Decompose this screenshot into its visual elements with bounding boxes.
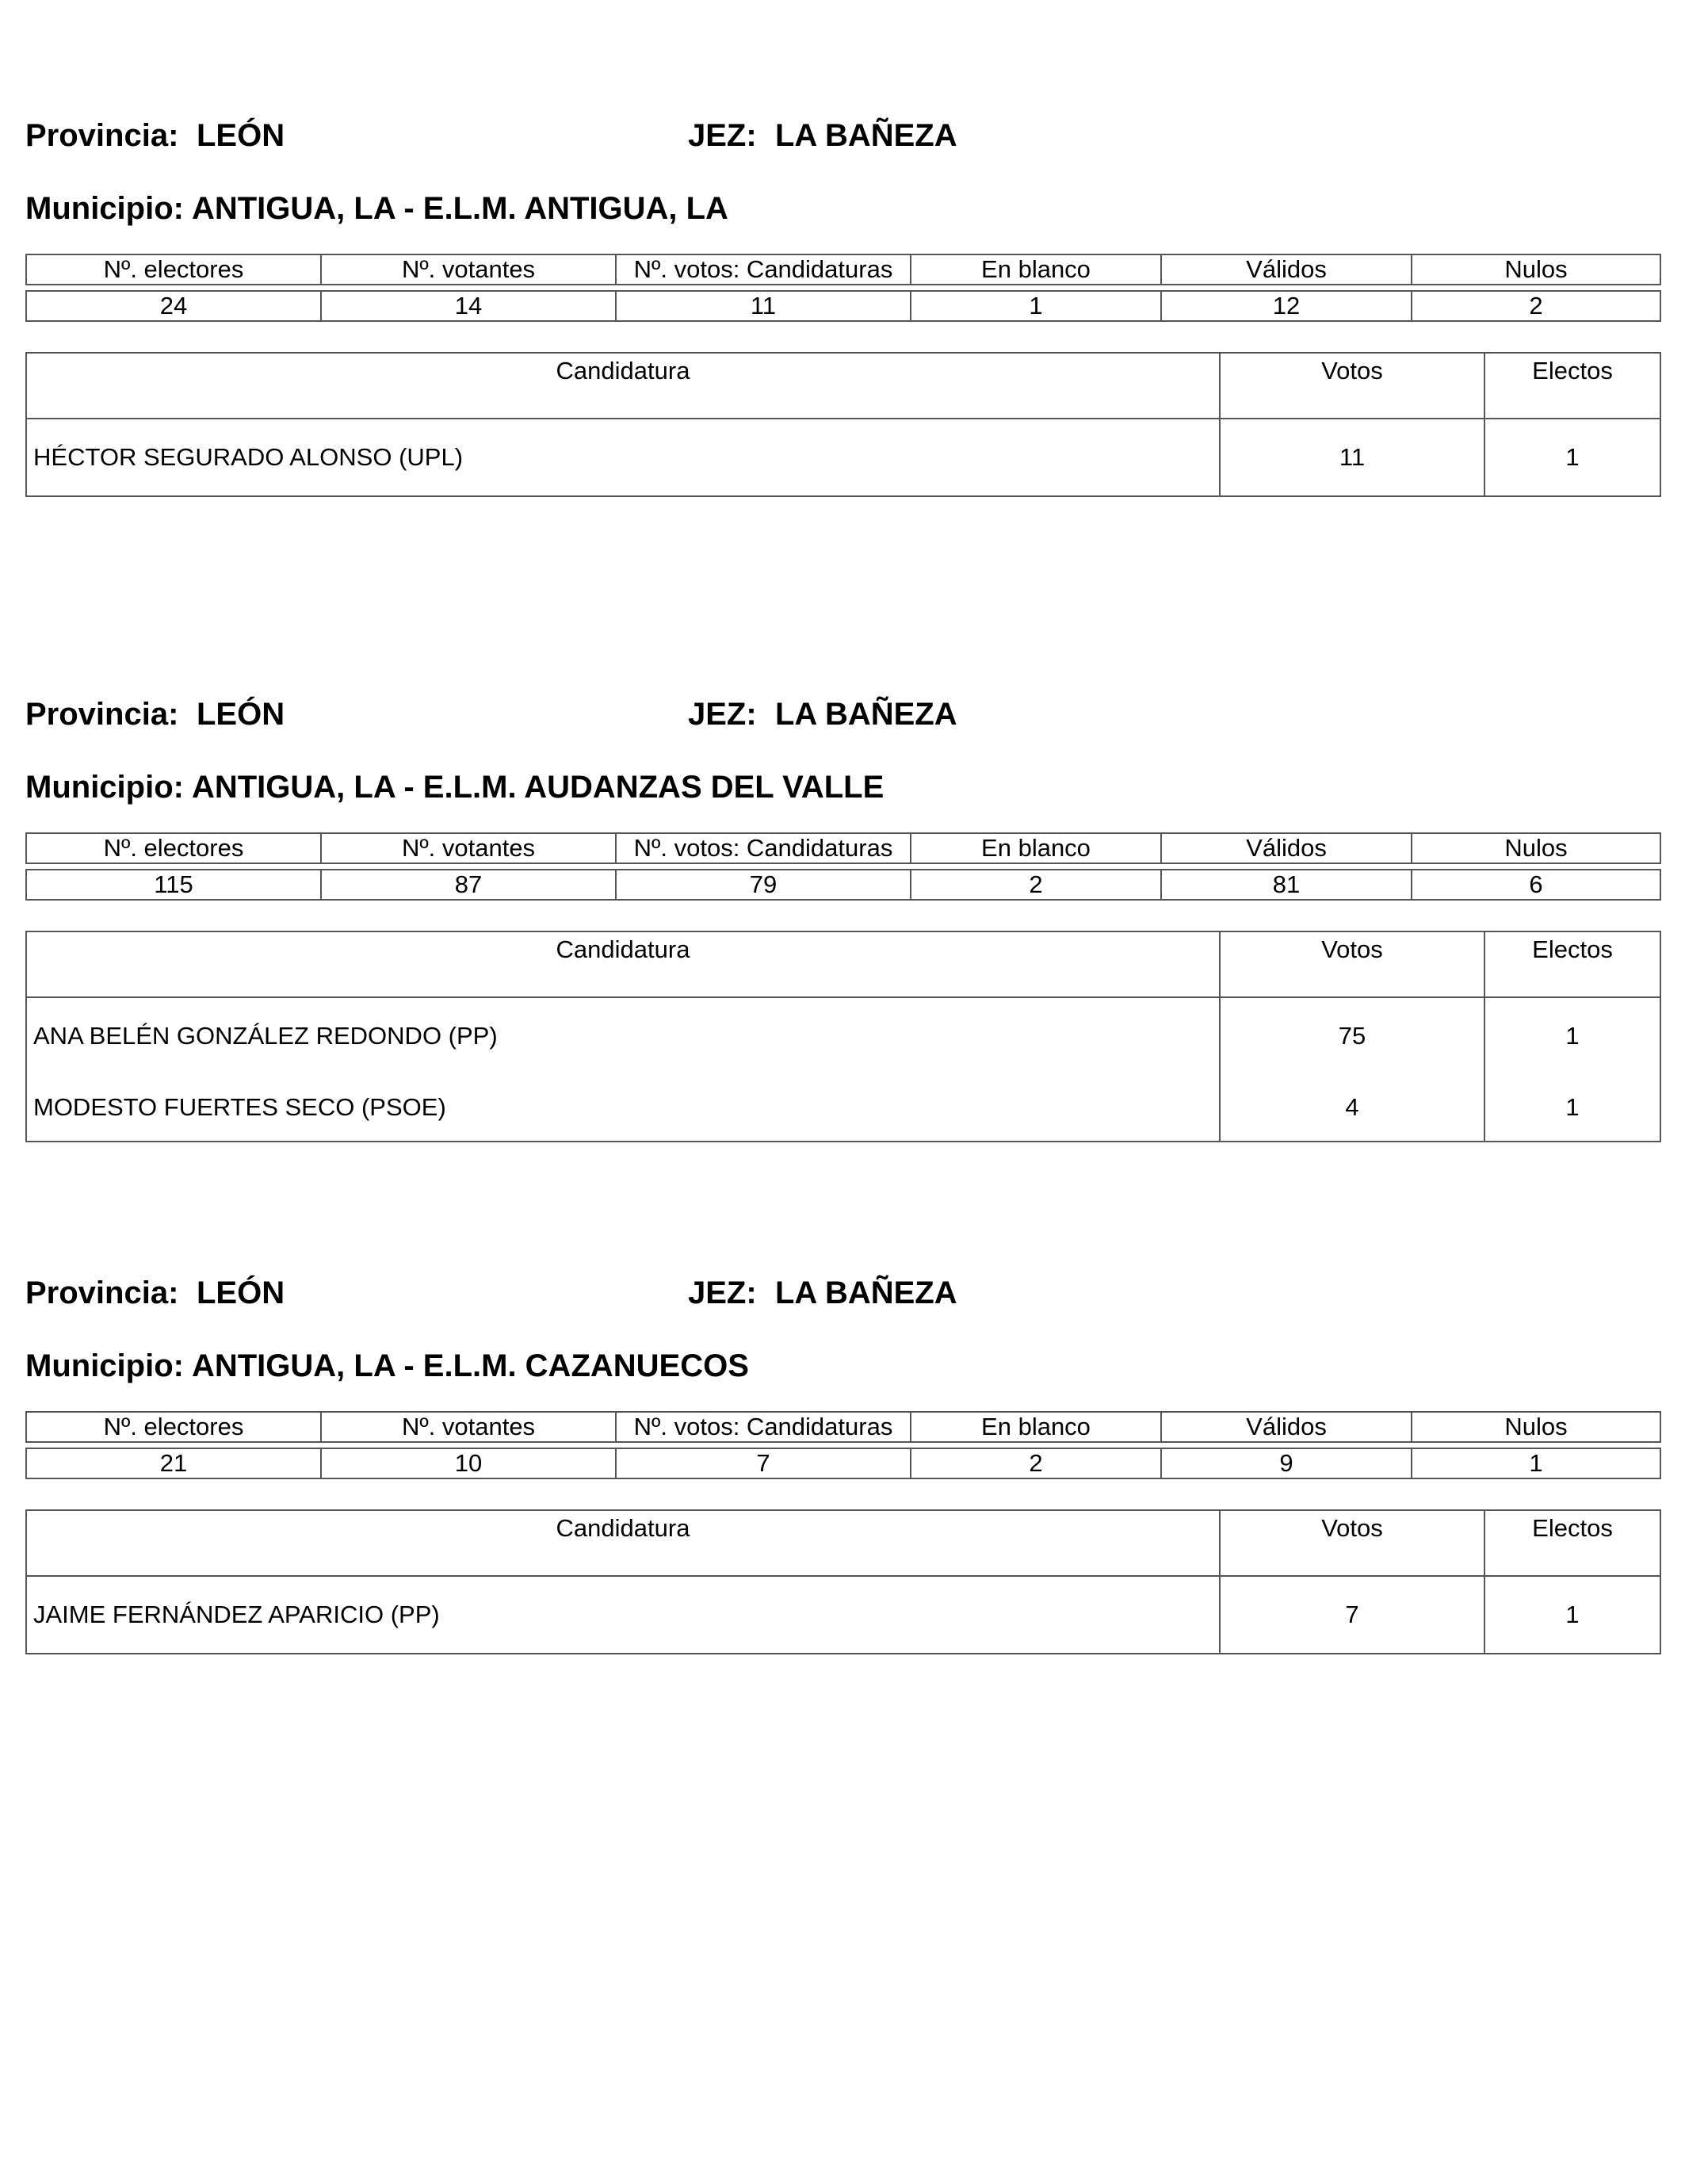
stats-value-cell: 87 — [321, 870, 616, 900]
candidate-name: HÉCTOR SEGURADO ALONSO (UPL) — [26, 419, 1220, 496]
candidates-table — [25, 931, 1661, 1142]
candidatura-header: Candidatura — [26, 931, 1220, 997]
candidates-header-row — [26, 931, 1660, 997]
candidate-name: MODESTO FUERTES SECO (PSOE) — [26, 1074, 1220, 1142]
electos-header: Electos — [1484, 353, 1660, 419]
jez-label: JEZ: — [688, 697, 757, 732]
stats-table — [25, 254, 1661, 322]
header-line — [25, 1273, 1660, 1313]
candidatura-header: Candidatura — [26, 353, 1220, 419]
section-cazanuecos — [25, 1273, 1660, 1628]
stats-header-cell: Nº. votos: Candidaturas — [616, 1412, 911, 1442]
stats-value-cell: 81 — [1161, 870, 1412, 900]
stats-value-cell: 1 — [911, 291, 1161, 321]
votos-header: Votos — [1220, 1510, 1484, 1576]
candidate-votos: 75 — [1220, 997, 1484, 1074]
stats-value-cell: 14 — [321, 291, 616, 321]
candidate-electos: 1 — [1484, 1074, 1660, 1142]
stats-value-cell: 1 — [1412, 1448, 1660, 1478]
provincia-label: Provincia: — [25, 1276, 179, 1310]
stats-header-row — [26, 833, 1660, 863]
stats-header-cell: Válidos — [1161, 254, 1412, 285]
header-line — [25, 116, 1660, 155]
stats-header-cell: En blanco — [911, 254, 1161, 285]
electos-header: Electos — [1484, 931, 1660, 997]
candidate-votos: 4 — [1220, 1074, 1484, 1142]
stats-header-cell: Nº. votos: Candidaturas — [616, 833, 911, 863]
stats-value-cell: 11 — [616, 291, 911, 321]
stats-header-cell: Nº. votantes — [321, 833, 616, 863]
stats-header-cell: Nulos — [1412, 1412, 1660, 1442]
municipio-line — [25, 767, 884, 807]
municipio-value: ANTIGUA, LA - E.L.M. ANTIGUA, LA — [191, 191, 728, 226]
candidate-electos: 1 — [1484, 419, 1660, 496]
stats-value-row — [26, 1448, 1660, 1478]
stats-header-cell: En blanco — [911, 833, 1161, 863]
stats-header-cell: Nº. electores — [26, 1412, 321, 1442]
candidate-votos: 11 — [1220, 419, 1484, 496]
candidate-row — [26, 419, 1660, 496]
stats-value-cell: 12 — [1161, 291, 1412, 321]
candidatura-header: Candidatura — [26, 1510, 1220, 1576]
municipio-line — [25, 1346, 749, 1386]
provincia-value: LEÓN — [197, 1276, 285, 1310]
municipio-value: ANTIGUA, LA - E.L.M. CAZANUECOS — [191, 1348, 749, 1383]
candidate-row — [26, 1074, 1660, 1142]
stats-value-cell: 79 — [616, 870, 911, 900]
candidate-row — [26, 1576, 1660, 1654]
stats-value-cell: 2 — [1412, 291, 1660, 321]
candidate-name: JAIME FERNÁNDEZ APARICIO (PP) — [26, 1576, 1220, 1654]
candidate-votos: 7 — [1220, 1576, 1484, 1654]
candidates-table — [25, 352, 1661, 497]
stats-value-cell: 2 — [911, 1448, 1161, 1478]
candidates-header-row — [26, 353, 1660, 419]
municipio-label: Municipio: — [25, 191, 184, 226]
stats-value-cell: 10 — [321, 1448, 616, 1478]
stats-header-cell: Nº. votantes — [321, 254, 616, 285]
stats-value-cell: 21 — [26, 1448, 321, 1478]
municipio-label: Municipio: — [25, 1348, 184, 1383]
stats-header-cell: En blanco — [911, 1412, 1161, 1442]
stats-header-cell: Nº. votantes — [321, 1412, 616, 1442]
candidates-header-row — [26, 1510, 1660, 1576]
stats-header-cell: Nulos — [1412, 833, 1660, 863]
municipio-line — [25, 189, 728, 228]
stats-value-cell: 24 — [26, 291, 321, 321]
electos-header: Electos — [1484, 1510, 1660, 1576]
stats-header-row — [26, 1412, 1660, 1442]
municipio-label: Municipio: — [25, 770, 184, 805]
header-line — [25, 694, 1660, 734]
stats-value-cell: 6 — [1412, 870, 1660, 900]
provincia-value: LEÓN — [197, 118, 285, 153]
stats-table — [25, 1411, 1661, 1479]
section-audanzas — [25, 694, 1660, 1121]
stats-header-cell: Válidos — [1161, 1412, 1412, 1442]
votos-header: Votos — [1220, 353, 1484, 419]
candidate-name: ANA BELÉN GONZÁLEZ REDONDO (PP) — [26, 997, 1220, 1074]
stats-header-cell: Nulos — [1412, 254, 1660, 285]
provincia-label: Provincia: — [25, 697, 179, 732]
stats-header-cell: Nº. electores — [26, 833, 321, 863]
stats-value-cell: 115 — [26, 870, 321, 900]
jez-label: JEZ: — [688, 1276, 757, 1310]
stats-header-cell: Nº. votos: Candidaturas — [616, 254, 911, 285]
stats-header-row — [26, 254, 1660, 285]
votos-header: Votos — [1220, 931, 1484, 997]
candidates-table — [25, 1509, 1661, 1654]
stats-table — [25, 832, 1661, 901]
stats-value-cell: 7 — [616, 1448, 911, 1478]
section-antigua — [25, 116, 1660, 471]
candidate-row — [26, 997, 1660, 1074]
stats-value-cell: 9 — [1161, 1448, 1412, 1478]
candidate-electos: 1 — [1484, 1576, 1660, 1654]
jez-label: JEZ: — [688, 118, 757, 153]
stats-header-cell: Nº. electores — [26, 254, 321, 285]
jez-value: LA BAÑEZA — [775, 697, 957, 732]
municipio-value: ANTIGUA, LA - E.L.M. AUDANZAS DEL VALLE — [191, 770, 885, 805]
candidate-electos: 1 — [1484, 997, 1660, 1074]
jez-value: LA BAÑEZA — [775, 118, 957, 153]
stats-value-row — [26, 291, 1660, 321]
stats-header-cell: Válidos — [1161, 833, 1412, 863]
provincia-value: LEÓN — [197, 697, 285, 732]
stats-value-cell: 2 — [911, 870, 1161, 900]
stats-value-row — [26, 870, 1660, 900]
jez-value: LA BAÑEZA — [775, 1276, 957, 1310]
provincia-label: Provincia: — [25, 118, 179, 153]
